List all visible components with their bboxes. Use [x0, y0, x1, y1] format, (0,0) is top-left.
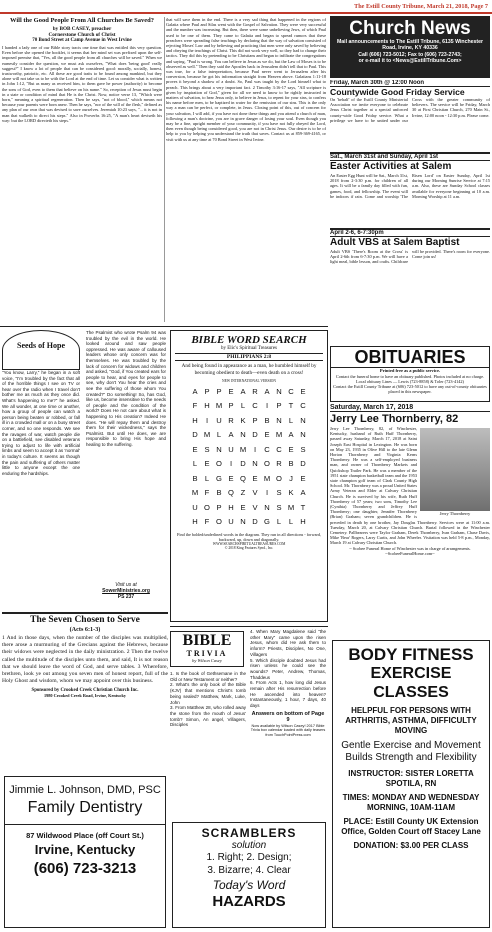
- word-search-letter: F: [204, 517, 210, 527]
- seeds-of-hope: [2, 330, 168, 606]
- obituaries-banner: [330, 346, 490, 402]
- word-search-letter: D: [300, 459, 306, 469]
- word-search-letter: N: [276, 415, 282, 425]
- word-search-letter: H: [228, 502, 234, 512]
- word-search-letter: R: [228, 415, 234, 425]
- scramblers-word: HAZARDS: [212, 893, 286, 910]
- word-search-grid: [175, 385, 323, 530]
- trivia-questions-right: [250, 629, 326, 738]
- word-search-letter: E: [204, 459, 210, 469]
- word-search-instructions: Find the bolded/underlined words in the diagram. They run in all directions - forward, backward, up, down and diagonally.: [176, 531, 321, 542]
- fitness-title-2: EXERCISE CLASSES: [370, 665, 452, 701]
- word-search-letter: C: [264, 444, 270, 454]
- word-search-letter: S: [276, 502, 282, 512]
- seven-chosen-sponsor-address: 1980 Crooked Creek Road, Irvine, Kentucky: [43, 693, 127, 699]
- obituaries-title: OBITUARIES: [331, 347, 489, 368]
- scramblers-line: 3. Bizarre; 4. Clear: [207, 865, 291, 876]
- word-search-row: [175, 515, 323, 530]
- dentist-city: Irvine, Kentucky: [34, 842, 136, 857]
- word-search-letter: U: [228, 444, 234, 454]
- fitness-ad: [332, 640, 490, 928]
- trivia-question: 5. Which disciple doubted Jesus had risen unless he could see the wounds? Peter, Andrew, Thomas, Thaddeus: [250, 657, 326, 680]
- seeds-title-text: Seeds of Hope: [17, 341, 65, 350]
- trivia-author: by Wilson Casey: [192, 658, 222, 663]
- word-search-copyright: © 2018 King Features Synd., Inc.: [224, 546, 274, 550]
- event-date: April 2-6, 6-7:30pm: [330, 228, 490, 237]
- church-news-title: Church News: [349, 18, 471, 39]
- word-search-letter: L: [288, 517, 294, 527]
- word-search-letter: E: [264, 430, 270, 440]
- word-search-letter: P: [276, 401, 282, 411]
- word-search-letter: M: [203, 430, 211, 440]
- scramblers-title: SCRAMBLERS: [201, 826, 297, 840]
- word-search-letter: S: [204, 444, 210, 454]
- dentist-phone: (606) 723-3213: [33, 860, 137, 877]
- word-search-letter: P: [252, 415, 258, 425]
- word-search-letter: P: [216, 386, 222, 396]
- fitness-times: TIMES: MONDAY AND WEDNESDAY MORNING, 10AM-11AM: [342, 793, 480, 812]
- obituary-footer: ~ Scobee Funeral Home of Winchester was in charge of arrangements. ~ScobeeFuneralHome.com~: [349, 545, 471, 556]
- seven-chosen-ref: (Acts 6:1-3): [69, 626, 101, 633]
- photo-caption: Jerry Thornberry: [420, 511, 490, 516]
- word-search-letter: O: [204, 502, 210, 512]
- dentist-address: 87 Wildwood Place (off Court St.): [5, 824, 165, 841]
- word-search-letter: B: [288, 459, 294, 469]
- trivia-questions-left: [170, 671, 246, 728]
- obituary-name: Jerry Lee Thornberry, 82: [330, 413, 459, 425]
- word-search-letter: U: [216, 415, 222, 425]
- divider: [0, 326, 328, 327]
- church-news-mail: Mail announcements to The Estill Tribune, 6135 Winchester Road, Irvine, KY 40336: [336, 39, 484, 52]
- word-search-letter: N: [252, 459, 258, 469]
- word-search-letter: C: [300, 401, 306, 411]
- word-search-letter: U: [192, 502, 198, 512]
- word-search-row: [175, 457, 323, 472]
- word-search-letter: E: [192, 444, 198, 454]
- word-search-letter: E: [228, 473, 234, 483]
- word-search-letter: L: [192, 459, 198, 469]
- seeds-ps: PS 237: [117, 594, 135, 600]
- word-search-letter: L: [240, 401, 246, 411]
- word-search-site: WWW.SEARCHSPIRITUALTREASURES.COM: [212, 542, 286, 546]
- scramblers-today: Today's Word: [212, 878, 286, 892]
- word-search-letter: Z: [240, 488, 246, 498]
- word-search-letter: D: [252, 517, 258, 527]
- word-search: [170, 330, 328, 622]
- word-search-letter: K: [240, 415, 246, 425]
- event-title: Countywide Good Friday Service: [330, 87, 465, 97]
- seeds-title: [2, 330, 80, 370]
- word-search-letter: N: [264, 502, 270, 512]
- word-search-letter: F: [192, 401, 198, 411]
- word-search-letter: N: [300, 430, 306, 440]
- word-search-letter: K: [288, 488, 294, 498]
- trivia-question: 4. When Mary Magdalene said "the other Mary" came upon the risen Jesus, whom did He ask them to inform? Priests, Disciples, No One, Villagers: [250, 629, 326, 657]
- trivia-question: 2. What's the only book of the Bible (KJV) that mentions Christ's tomb being sealed? Matthew, Mark, Luke, John: [170, 682, 246, 705]
- word-search-letter: M: [287, 502, 295, 512]
- page-header: [0, 0, 492, 14]
- word-search-letter: I: [205, 415, 209, 425]
- word-search-letter: H: [192, 517, 198, 527]
- word-search-letter: A: [192, 386, 198, 396]
- event-body: On 'behalf' of the Estill County Ministerial Association we invite everyone to celebrate Jesus Christ together at a special unforced county-wide Good Friday service. What a privilege we have to be united under our Cross with the greater community of believers. The service will be Friday, March 30 at First Christian Church, 270 Main St., Irvine, 12:00 noon - 12:30 p.m. Please come.: [330, 97, 490, 123]
- article-body: I handed a lady one of our Bible story tracts one time that was entitled this very question. Even before she opened the booklet, it seems that her mind set was prefixed upon the self-imposed premise that, "Yes, all the good people from all churches will be saved." When we earnestly consider the question, we must ask ourselves, "What does 'being good' really suggest?" I know a lot of people that can be considered good: morally, socially, honest, trustworthy, patriotic, etc. All these are good traits to be found among mankind, but they alone will not take us to be with the Lord at the end of time. Let us consider what is written in John 1:12, "But as many as received him, to them gave he power (authority) to become the sons of God, even to them that believe on his name." So, reception of Jesus must begin in a state or condition of mind that He is the Christ. Now, notice verse 13, "Which were born," meaning a spiritual regeneration. Then he says, "not of blood," which means not because your parents were born anew. Then he says, "nor of the will of the flesh," defined as any plan of our own that was devised to save ourselves. Jeremiah 10:23 says, "... it is not in man that walketh to direct his steps." Also in Proverbs 16:25, "A man's heart deviseth his way: but the LORD directeth his steps.": [2, 45, 162, 123]
- dentist-name: Jimmie L. Johnson, DMD, PSC: [9, 784, 161, 796]
- scramblers-solution: solution: [231, 840, 267, 851]
- word-search-letter: I: [265, 488, 269, 498]
- fitness-donation: DONATION: $3.00 PER CLASS: [353, 841, 469, 850]
- word-search-letter: I: [265, 401, 269, 411]
- trivia-masthead: [170, 631, 244, 667]
- trivia-question: 6. From Acts 1, how long did Jesus remain after His resurrection before He ascended into heaven? Instantaneously, 1 hour, 7 days, 40 days: [250, 680, 326, 709]
- seeds-visit: [86, 582, 166, 600]
- word-search-letter: Q: [240, 473, 246, 483]
- word-search-letter: N: [276, 386, 282, 396]
- word-search-letter: L: [288, 415, 294, 425]
- event-body: Adult VBS 'There's Room at the Cross' is April 2-6th from 6-7:30 p.m. We will have a light meal, bible lesson, and crafts. Childcare will be provided. There's room for everyone. Come join us!: [330, 249, 490, 265]
- word-search-letter: N: [240, 430, 246, 440]
- fitness-instructor: INSTRUCTOR: SISTER LORETTA SPOTILA, RN: [348, 769, 474, 788]
- obituary-body: Jerry Lee Thornberry, 82, of Winchester, Kentucky, husband of Ruth Huff Thornberry, passed away Saturday, March 17, 2018 at Saint Joseph East Hospital in Lexington. He was born on May 23, 1935 in Olive Hill to the late Glenn Horton Thornberry and Virginia Kerns Thornberry. He was a self-employed business man, and owner of Thornberry Markets and Quickshop Trailer Park. He was a member of the 1951 state champion basketball team and the 1953 state champion golf team of Clark County High School. Mr. Thornberry was a proud United States Army Veteran and Elder at Calvary Christian Church. He is survived by his wife, Ruth Huff Thornberry of 57 years; two sons, Timothy Lee (Cynthia) Thornberry and Jeffrey Huff Thornberry; one daughter, Jennifer Thornberry (Brian) Graham; seven grandchildren. He is preceded in death by one brother, Jay Douglas Thornberry. Services were at 11:00 a.m. Tuesday, March 20, at Calvary Christian Church. Burial followed in the Winchester Cemetery. Pallbearers were Taylor Graham, Derek Thornberry, Ivan Graham, Chase Davis, Mike 'Bear' Rogers, Larry Curtis, and John Wheeler. Visitation was held 5-8 p.m., Monday, March 19 at Calvary Christian Church.: [330, 426, 490, 546]
- word-search-letter: R: [276, 459, 282, 469]
- word-search-letter: V: [252, 488, 258, 498]
- word-search-letter: S: [276, 488, 282, 498]
- word-search-letter: D: [240, 459, 246, 469]
- church-news-body: [330, 80, 490, 345]
- word-search-letter: E: [300, 386, 306, 396]
- church-news-call: Call (606) 723-5012; Fax to (606) 723-2743;: [358, 51, 462, 58]
- word-search-letter: F: [204, 488, 210, 498]
- fitness-subtitle: HELPFUL FOR PERSONS WITH ARTHRITIS, ASTHMA, DIFFICULTY MOVING: [345, 706, 477, 735]
- word-search-letter: O: [264, 459, 270, 469]
- word-search-letter: E: [300, 473, 306, 483]
- word-search-letter: N: [216, 444, 222, 454]
- seven-chosen-title: The Seven Chosen to Serve: [30, 615, 140, 625]
- dentist-ad: [4, 776, 166, 928]
- word-search-letter: C: [288, 386, 294, 396]
- word-search-letter: C: [276, 444, 282, 454]
- word-search-letter: A: [228, 430, 234, 440]
- word-search-letter: H: [300, 517, 306, 527]
- word-search-letter: M: [275, 430, 283, 440]
- word-search-letter: O: [276, 473, 282, 483]
- word-search-row: [175, 501, 323, 516]
- word-search-letter: C: [252, 401, 258, 411]
- word-search-letter: L: [276, 517, 282, 527]
- article-address: 70 Bond Street at Camp Avenue in West Irvine: [32, 38, 132, 43]
- word-search-letter: T: [300, 502, 306, 512]
- word-search-letter: A: [288, 430, 294, 440]
- word-search-letter: B: [216, 488, 222, 498]
- fitness-title: BODY FITNESS: [348, 645, 474, 664]
- word-search-letter: A: [240, 386, 246, 396]
- word-search-letter: U: [228, 517, 234, 527]
- word-search-letter: O: [216, 517, 222, 527]
- word-search-letter: D: [252, 430, 258, 440]
- seeds-visit-link[interactable]: SowerMinistries.org: [102, 588, 150, 594]
- obituaries-notice: Local obituary Lines — Lewis (723-8858) & Toler (723-4142): [356, 378, 464, 384]
- word-search-letter: J: [289, 473, 293, 483]
- article-body-continued: that will save them in the end. There is a very sad thing that happened in the regions of Galatia where Paul and Silas went with the Gospel of Salvation. They were very successful and the number was increasing. But then, there were some unbelieving Jews, of which Paul used to be one of them. They came to Galatia and began to spread rumors that these preachers were spreading false teachings by declaring that the way of salvation consisted of rejecting Moses' Law and by believing and practicing that men were only saved by believing and obeying the teachings of Christ. This did not work very well, so they had to change their tactics. They did this by pretending to be Christians and began to infiltrate the congregations and saying, "Paul is wrong. You can believe in Jesus as we do, but the Law of Moses is to be observed as well." Then they said the Apostles back in Jerusalem didn't tell that to Paul. This was true, for a false interpretation, because Paul never went to Jerusalem after his conversion, because he got his information straight from Heaven above. Galatians 1:11-18 proves it beyond a shadow of a doubt. So, Paul was taught by the Lord himself what to preach. This brings about a very important fact. 2 Timothy 3:16-17 says, "All scripture is given by inspiration of God," given for all we need to know to be rightly instructed in matters of salvation, to hear Jesus only, to believe in Jesus, to repent for your sins, to confess his name before men, to be baptized in water for the remission of our sins. This is the only way a man can be perfect, or complete, in Jesus. Closing point of this, out of concern for your salvation, I will add, if you have not done these things and you attend a church of man, following a man's doctrine, you are in grave danger of losing your soul. Even though you may be a fine, upright member of your community, if you have not fully obeyed the Lord, then even though being considered good, you are not in Christ Jesus. Our desire is to be of help to you by helping you understand the truth that saves. Contact us at 859-369-4165, or visit with us at any time at 70 Bond Street in West Irvine.: [166, 17, 326, 142]
- word-search-letter: I: [229, 459, 233, 469]
- word-search-verse: And being found in appearance as a man, he humbled himself by becoming obedient to death—even death on a cross!: [181, 363, 317, 376]
- trivia-answers: Answers on bottom of Page 9: [251, 710, 325, 724]
- obituaries-notice: Contact the Estill County Tribune at (606) 723-5012 to have any out-of-county obituaries placed in this newspaper.: [333, 384, 487, 395]
- word-search-row: [175, 414, 323, 429]
- word-search-letter: S: [300, 444, 306, 454]
- word-search-row: [175, 385, 323, 400]
- word-search-letter: D: [192, 430, 198, 440]
- word-search-letter: N: [240, 517, 246, 527]
- seeds-body: "You know, Larry," he began in a soft voice, "I'm troubled by the fact that all of the horrible things I see on TV or hear over the radio when I travel don't bother me as much as they once did. What's happening to me?" he asked. We all wonder, at one time or another, how a group of people can watch a person being beaten or robbed, or fall ill in a crowded mall or on a busy street corner, and no one responds. We see the ravages of war, watch people die on a battlefield, see disabled veterans trying to adjust to life with artificial limbs and seem to accept it as 'normal' in today's culture. It seems as though the pain and suffering of others matter little to anyone except the one enduring the hardships.: [2, 370, 80, 476]
- word-search-letter: P: [204, 386, 210, 396]
- article-title: Will the Good People From All Churches Be Saved?: [9, 17, 155, 24]
- bible-trivia: [170, 626, 328, 818]
- trivia-title-2: TRIVIA: [186, 649, 228, 658]
- word-search-version: NEW INTERNATIONAL VERSION: [221, 378, 277, 383]
- event-date: Friday, March 30th @ 12:00 Noon: [330, 80, 490, 87]
- event-date: Sat., March 31st and Sunday, April 1st: [330, 152, 490, 161]
- word-search-letter: L: [204, 473, 210, 483]
- obituaries-notice: Contact the funeral home to have an obituary published. Photos included at no charge.: [335, 373, 485, 379]
- word-search-letter: M: [191, 488, 199, 498]
- word-search-letter: E: [228, 386, 234, 396]
- seven-chosen-sponsor: Sponsored by Crooked Creek Christian Church Inc.: [31, 688, 139, 694]
- event-body: An Easter Egg Hunt will be Sat., March 31st, 2018 from 2-3:30 p.m. for children of all ages. It will be a family day filled with fun, games, food, and fellowship. The event will be indoors if rain. Come and worship 'The Risen Lord' on Easter Sunday, April 1st during our Morning Sunrise Service at 7:15 a.m. Also, these are Sunday School classes available for everyone beginning at 10 a.m. Morning Worship at 11 a.m.: [330, 173, 490, 199]
- seven-chosen: [2, 612, 168, 770]
- word-search-letter: E: [240, 502, 246, 512]
- word-search-letter: P: [228, 401, 234, 411]
- seeds-body-continued: The Psalmist who wrote Psalm 94 was troubled by the evil in the world. He looked around and saw people oppressed. He was aware of calloused leaders whose only concern was for themselves. He was troubled by the lack of concern for widows and children and asked, "God, if You created ears for people to hear, and eyes for people to see, why don't You hear the cries and see the suffering of those whom You created?" Do something! So, has God, like us, become insensitive to the needs of people and the condition of the world? Does He not care about what is happening to His creation? Indeed He does. "He will repay them and destroy them for their wickedness," says the Psalmist. But until He does, we are responsible to bring His hope and healing to the suffering.: [86, 330, 166, 447]
- word-search-row: [175, 472, 323, 487]
- word-search-letter: H: [204, 401, 210, 411]
- obituary-date: Saturday, March 17, 2018: [330, 404, 490, 412]
- word-search-row: [175, 399, 323, 414]
- church-news-banner: [330, 16, 490, 78]
- article-org: Cornerstone Church of Christ: [48, 32, 116, 38]
- word-search-letter: O: [216, 459, 222, 469]
- word-search-title: BIBLE WORD SEARCH: [191, 334, 307, 346]
- divider: [164, 17, 165, 322]
- fitness-subtitle-2: Gentle Exercise and Movement Builds Strength and Flexibility: [341, 740, 481, 763]
- word-search-letter: M: [263, 473, 271, 483]
- page-header-text: The Estill County Tribune, March 21, 2018, Page 7: [354, 2, 488, 10]
- word-search-letter: M: [239, 444, 247, 454]
- word-search-subtitle: by Elic's Spiritual Treasures: [220, 346, 278, 351]
- obituary: [330, 404, 490, 636]
- word-search-ref: PHILIPPIANS 2:8: [175, 353, 323, 361]
- church-news-email: or e-mail it to <News@EstillTribune.Com>: [358, 58, 462, 65]
- word-search-letter: B: [264, 415, 270, 425]
- scramblers-line: 1. Right; 2. Design;: [206, 852, 292, 863]
- word-search-letter: E: [288, 444, 294, 454]
- word-search-letter: L: [216, 430, 222, 440]
- word-search-letter: A: [264, 386, 270, 396]
- word-search-letter: E: [252, 473, 258, 483]
- trivia-availability: Now available by Wilson Casey! 2017 Bible Trivia box calendar loaded with daily teasers from TouchPointPress.com: [250, 723, 326, 738]
- word-search-letter: G: [216, 473, 222, 483]
- trivia-question: 1. Is the book of Gethsemane in the Old or New Testament or neither?: [170, 671, 246, 682]
- word-search-letter: T: [288, 401, 294, 411]
- word-search-row: [175, 443, 323, 458]
- scramblers: [172, 822, 326, 928]
- seeds-visit-label: Visit us at: [115, 582, 137, 588]
- word-search-letter: M: [215, 401, 223, 411]
- word-search-letter: V: [252, 502, 258, 512]
- word-search-letter: N: [300, 415, 306, 425]
- word-search-letter: G: [264, 517, 270, 527]
- seven-chosen-body: 1 And in those days, when the number of the disciples was multiplied, there arose a murmuring of the Grecians against the Hebrews, because their widows were neglected in the daily ministration. 2 Then the twelve called the multitude of the disciples unto them, and said, It is not reason that we should leave the word of God, and serve tables. 3 Wherefore, brethren, look ye out among you seven men of honest report, full of the Holy Ghost and wisdom, whom we may appoint over this business.: [2, 635, 168, 685]
- event-title: Easter Activities at Salem: [330, 161, 452, 172]
- obituary-photo: [420, 428, 490, 516]
- word-search-letter: P: [216, 502, 222, 512]
- trivia-title: BIBLE: [182, 632, 232, 649]
- word-search-letter: H: [192, 415, 198, 425]
- dentist-practice: Family Dentistry: [27, 799, 143, 816]
- word-search-letter: Q: [228, 488, 234, 498]
- trivia-question: 3. From Matthew 28, who rolled away the stone from the mouth of Jesus' tomb? Simon, An angel, Villagers, Disciples: [170, 705, 246, 728]
- word-search-row: [175, 486, 323, 501]
- fitness-place: PLACE: Estill County UK Extension Office, Golden Court off Stacey Lane: [341, 817, 481, 836]
- word-search-letter: R: [252, 386, 258, 396]
- event-title: Adult VBS at Salem Baptist: [330, 237, 460, 248]
- word-search-row: [175, 428, 323, 443]
- word-search-letter: I: [253, 444, 257, 454]
- article-good-people: [2, 17, 162, 325]
- word-search-letter: B: [192, 473, 198, 483]
- word-search-letter: A: [300, 488, 306, 498]
- obituaries-notice: Printed free as a public service.: [379, 368, 441, 373]
- article-byline: by BOB CASEY, preacher: [52, 26, 112, 32]
